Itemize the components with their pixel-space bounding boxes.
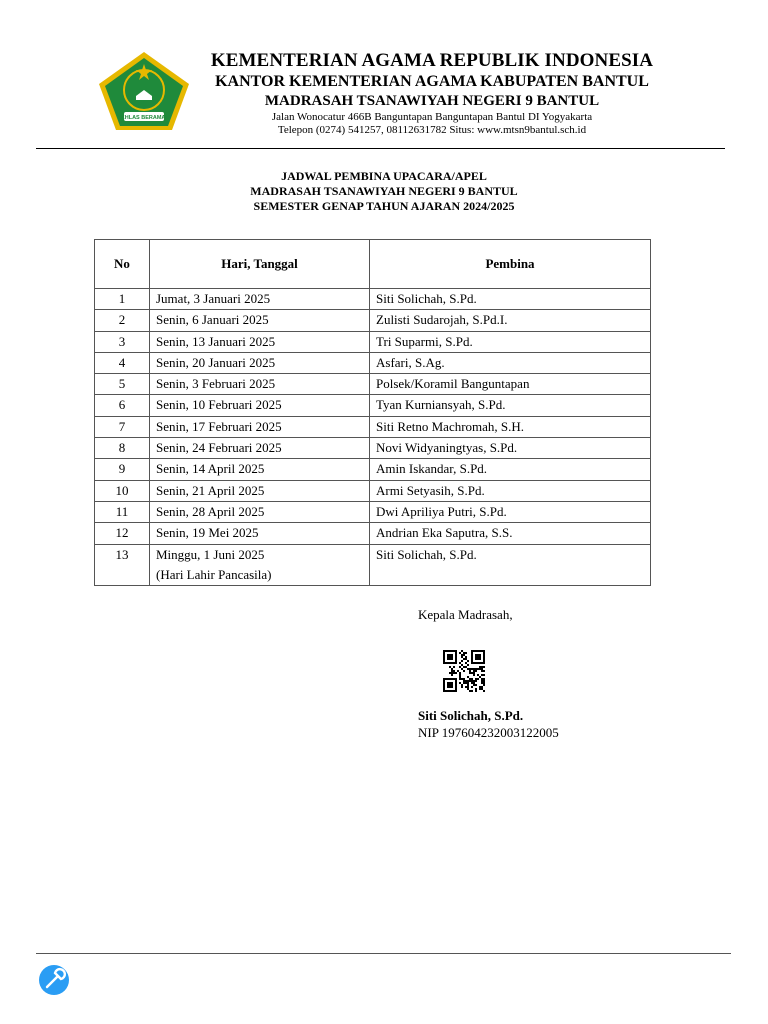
row-date (150, 331, 370, 352)
header-pembina: Pembina (370, 240, 651, 289)
row-date-text: Senin, 19 Mei 2025 (156, 525, 259, 541)
header-no: No (95, 240, 150, 289)
title-line-1: JADWAL PEMBINA UPACARA/APEL (281, 169, 487, 183)
table-row (95, 459, 651, 480)
office-name: KANTOR KEMENTERIAN AGAMA KABUPATEN BANTUL (215, 73, 649, 90)
row-no: 12 (95, 523, 150, 544)
letterhead (196, 50, 668, 137)
qr-code (443, 650, 485, 692)
row-pembina: Asfari, S.Ag. (370, 352, 651, 373)
row-pembina: Armi Setyasih, S.Pd. (370, 480, 651, 501)
kemenag-logo (96, 50, 192, 132)
row-date (150, 438, 370, 459)
row-date (150, 459, 370, 480)
row-no: 4 (95, 352, 150, 373)
row-pembina: Polsek/Koramil Banguntapan (370, 374, 651, 395)
row-pembina: Zulisti Sudarojah, S.Pd.I. (370, 310, 651, 331)
table-row (95, 289, 651, 310)
row-date-text: Senin, 10 Februari 2025 (156, 397, 282, 413)
logo-motto: IKHLAS BERAMAL (119, 115, 169, 121)
row-date-text: Senin, 17 Februari 2025 (156, 418, 282, 434)
row-date (150, 480, 370, 501)
row-pembina: Siti Solichah, S.Pd. (370, 289, 651, 310)
signatory-nip: NIP 197604232003122005 (418, 725, 559, 740)
school-address: Jalan Wonocatur 466B Banguntapan Banguntapan Bantul DI Yogyakarta (271, 111, 593, 123)
table-row (95, 352, 651, 373)
row-date-text: Senin, 24 Februari 2025 (156, 440, 282, 456)
row-date-text: Jumat, 3 Januari 2025 (156, 291, 271, 306)
row-date (150, 310, 370, 331)
row-date-text: Senin, 28 April 2025 (156, 503, 265, 519)
table-row (95, 480, 651, 501)
row-no: 7 (95, 416, 150, 437)
row-pembina: Novi Widyaningtyas, S.Pd. (370, 438, 651, 459)
header-date: Hari, Tanggal (150, 240, 370, 289)
row-no: 3 (95, 331, 150, 352)
row-date (150, 395, 370, 416)
row-date (150, 501, 370, 522)
table-row (95, 331, 651, 352)
row-date (150, 416, 370, 437)
row-date-text: Senin, 14 April 2025 (156, 461, 265, 477)
row-pembina: Tyan Kurniansyah, S.Pd. (370, 395, 651, 416)
table-row (95, 544, 651, 585)
row-no: 1 (95, 289, 150, 310)
row-no: 11 (95, 501, 150, 522)
table-row (95, 438, 651, 459)
letterhead-divider (36, 148, 725, 149)
school-contact: Telepon (0274) 541257, 08112631782 Situs: www.mtsn9bantul.sch.id (277, 124, 587, 136)
row-date-text: Senin, 3 Februari 2025 (156, 376, 276, 392)
row-pembina: Tri Suparmi, S.Pd. (370, 331, 651, 352)
table-row (95, 374, 651, 395)
row-date (150, 544, 370, 585)
row-pembina: Siti Retno Machromah, S.H. (370, 416, 651, 437)
title-line-2: MADRASAH TSANAWIYAH NEGERI 9 BANTUL (250, 184, 518, 198)
school-name: MADRASAH TSANAWIYAH NEGERI 9 BANTUL (264, 93, 600, 109)
signature-position: Kepala Madrasah, (418, 607, 513, 622)
table-row (95, 310, 651, 331)
document-title (0, 169, 768, 214)
signatory-name: Siti Solichah, S.Pd. (418, 708, 524, 723)
viewer-icon[interactable] (38, 964, 70, 996)
row-no: 8 (95, 438, 150, 459)
row-date-text: Senin, 20 Januari 2025 (156, 354, 276, 370)
table-header-row (95, 240, 651, 289)
row-no: 5 (95, 374, 150, 395)
ministry-name: KEMENTERIAN AGAMA REPUBLIK INDONESIA (210, 50, 654, 71)
row-date (150, 523, 370, 544)
row-no: 9 (95, 459, 150, 480)
row-date-text: Senin, 13 Januari 2025 (156, 333, 276, 349)
schedule-table (94, 239, 651, 586)
table-row (95, 523, 651, 544)
row-date-text: Minggu, 1 Juni 2025 (156, 546, 265, 562)
row-date (150, 289, 370, 310)
row-pembina: Dwi Apriliya Putri, S.Pd. (370, 501, 651, 522)
table-row (95, 501, 651, 522)
row-pembina: Andrian Eka Saputra, S.S. (370, 523, 651, 544)
row-pembina: Siti Solichah, S.Pd. (370, 544, 651, 585)
title-line-3: SEMESTER GENAP TAHUN AJARAN 2024/2025 (253, 199, 515, 213)
row-pembina: Amin Iskandar, S.Pd. (370, 459, 651, 480)
row-date-note: (Hari Lahir Pancasila) (156, 566, 272, 582)
row-date (150, 352, 370, 373)
row-date-text: Senin, 21 April 2025 (156, 482, 265, 498)
table-row (95, 395, 651, 416)
footer-divider (36, 953, 731, 954)
row-no: 2 (95, 310, 150, 331)
row-no: 13 (95, 544, 150, 585)
row-no: 6 (95, 395, 150, 416)
row-date-text: Senin, 6 Januari 2025 (156, 312, 269, 328)
row-date (150, 374, 370, 395)
table-row (95, 416, 651, 437)
row-no: 10 (95, 480, 150, 501)
